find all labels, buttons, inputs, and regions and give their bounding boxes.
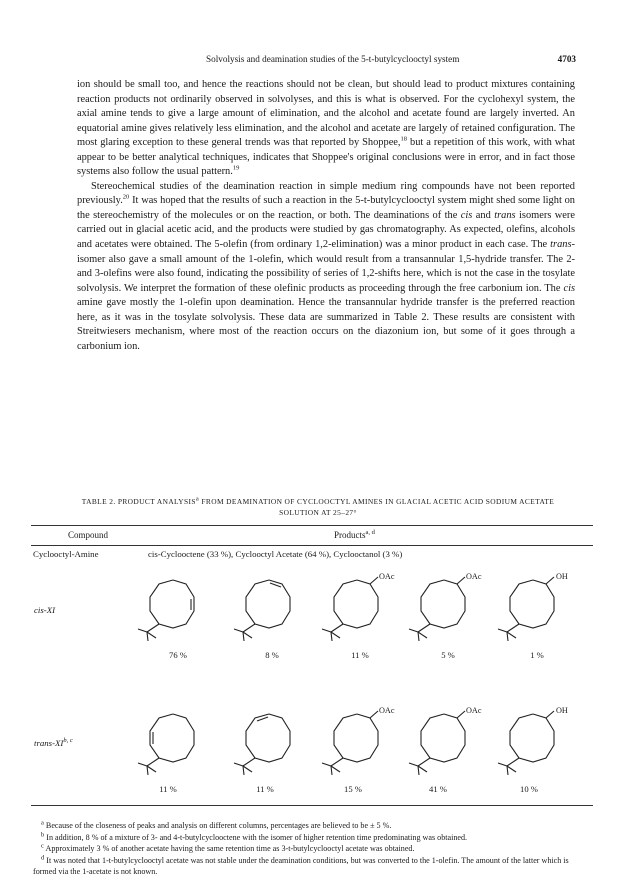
column-header-compound: Compound (68, 530, 109, 540)
structure-acetate-2 (407, 574, 477, 644)
table-bottom-rule (31, 805, 593, 806)
footnote-c: $^c$ Approximately 3 % of another acetate having the same retention time as 3-t-butylcyclooctyl acetate was obtained. (41, 842, 415, 854)
body-text (77, 78, 575, 354)
paragraph-1: ion should be small too, and hence the reactions should not be clean, but should lead to product mixtures containing reaction products not ordinarily observed in solvolyses, and this is what is observed. For the cyclohexyl system, the axial amine tends to give a large amount of elimination, and the alcohol and acetate found are largely inverted. An equatorial amine gives relatively less elimination, and the alcohol and acetate are largely of retained configuration. The most glaring exception to these general trends was that reported by Shoppee,$^{18}$ but a repetition of this work, with what appear to be better analytical techniques, indicates that Shoppee's original conclusions were in error, and in fact those systems also follow the usual pattern.$^{19}$ (77, 79, 576, 178)
percent-cis-4: 5 % (441, 650, 455, 660)
structure-trans-acetate-1 (320, 708, 390, 778)
reference-row-products: cis-Cyclooctene (33 %), Cyclooctyl Acetate (64 %), Cyclooctanol (3 %) (148, 549, 403, 559)
substituent-oac-2: OAc (466, 572, 482, 581)
page-number: 4703 (557, 54, 576, 64)
substituent-oac-4: OAc (466, 706, 482, 715)
percent-trans-2: 11 % (256, 784, 274, 794)
percent-trans-1: 11 % (159, 784, 177, 794)
table-header-rule (31, 545, 593, 546)
running-header (76, 54, 576, 68)
percent-cis-1: 76 % (169, 650, 187, 660)
structure-alcohol (496, 574, 566, 644)
reference-row-label: Cyclooctyl-Amine (33, 549, 99, 559)
row-label-cis-xi: cis-XI (34, 605, 56, 615)
percent-trans-5: 10 % (520, 784, 538, 794)
table-caption-line-1: TABLE 2. PRODUCT ANALYSIS$^a$ FROM DEAMINATION OF CYCLOOCTYL AMINES IN GLACIAL ACETIC ACID SODIUM ACETATE (81, 495, 555, 506)
substituent-oac-1: OAc (379, 572, 395, 581)
footnote-b: $^b$ In addition, 8 % of a mixture of 3- and 4-t-butylcyclooctene with the isomer of higher retention time predominating was obtained. (41, 830, 468, 842)
substituent-oh-1: OH (556, 572, 568, 581)
table-footnotes (33, 820, 593, 878)
running-title: Solvolysis and deamination studies of the 5-t-butylcyclooctyl system (206, 54, 460, 64)
substituent-oac-3: OAc (379, 706, 395, 715)
percent-trans-3: 15 % (344, 784, 362, 794)
percent-trans-4: 41 % (429, 784, 447, 794)
reference-19: 19 (232, 164, 240, 172)
percent-cis-3: 11 % (351, 650, 369, 660)
paragraph-2: Stereochemical studies of the deamination reaction in simple medium ring compounds have not been reported previously.$^{20}$ It was hoped that the results of such a reaction in the 5-t-butylcyclooctyl system might shed some light on the stereochemistry of the molecules or on the reaction, or both. The deaminations of the cis and trans isomers were carried out in glacial acetic acid, and the products were studied by gas chromatography. As expected, olefins, alcohols and acetates were obtained. The 5-olefin (from ordinary 1,2-elimination) was a minor product in each case. The trans-isomer also gave a small amount of the 1-olefin, which would result from a transannular 1,5-hydride transfer. The 2- and 3-olefins were also found, indicating the possibility of series of 1,2-shifts here, which is not the case in the tosylate solvolysis. We interpret the formation of these olefinic products as proceeding through the free carbonium ion. The cis amine gave mostly the 1-olefin upon deamination. Hence the transannular hydride transfer is the preferred reaction here, as it was in the tosylate solvolysis. These data are summarized in Table 2. These results are consistent with Streitwiesers mechanism, where most of the reaction occurs on the diazonium ion, but some of it goes through a carbonium ion. (77, 180, 575, 352)
table-caption (48, 496, 588, 518)
column-header-products: Products$^{a, d}$ (334, 529, 375, 540)
reference-20: 20 (122, 193, 130, 201)
structure-trans-acetate-2 (407, 708, 477, 778)
structure-1-t-butylcyclooctene (136, 574, 206, 644)
percent-cis-5: 1 % (530, 650, 544, 660)
structure-trans-5-olefin (232, 708, 302, 778)
row-label-trans-xi: trans-XI$^{b, c}$ (34, 737, 73, 748)
footnote-d: $^d$ It was noted that 1-t-butylcyclooctyl acetate was not stable under the deamination conditions, but was converted to the 1-olefin. The amount of the latter which is formed via the 1-acetate is not known. (33, 854, 569, 877)
footnote-a: $^a$ Because of the closeness of peaks and analysis on different columns, percentages are believed to be ± 5 %. (41, 819, 392, 830)
reference-18: 18 (400, 135, 408, 143)
table-caption-line-2: SOLUTION AT 25–27° (279, 508, 357, 517)
structure-trans-1-olefin (136, 708, 206, 778)
structure-trans-alcohol (496, 708, 566, 778)
substituent-oh-2: OH (556, 706, 568, 715)
percent-cis-2: 8 % (265, 650, 279, 660)
structure-acetate-1 (320, 574, 390, 644)
table-top-rule (31, 525, 593, 526)
structure-5-t-butylcyclooctene (232, 574, 302, 644)
